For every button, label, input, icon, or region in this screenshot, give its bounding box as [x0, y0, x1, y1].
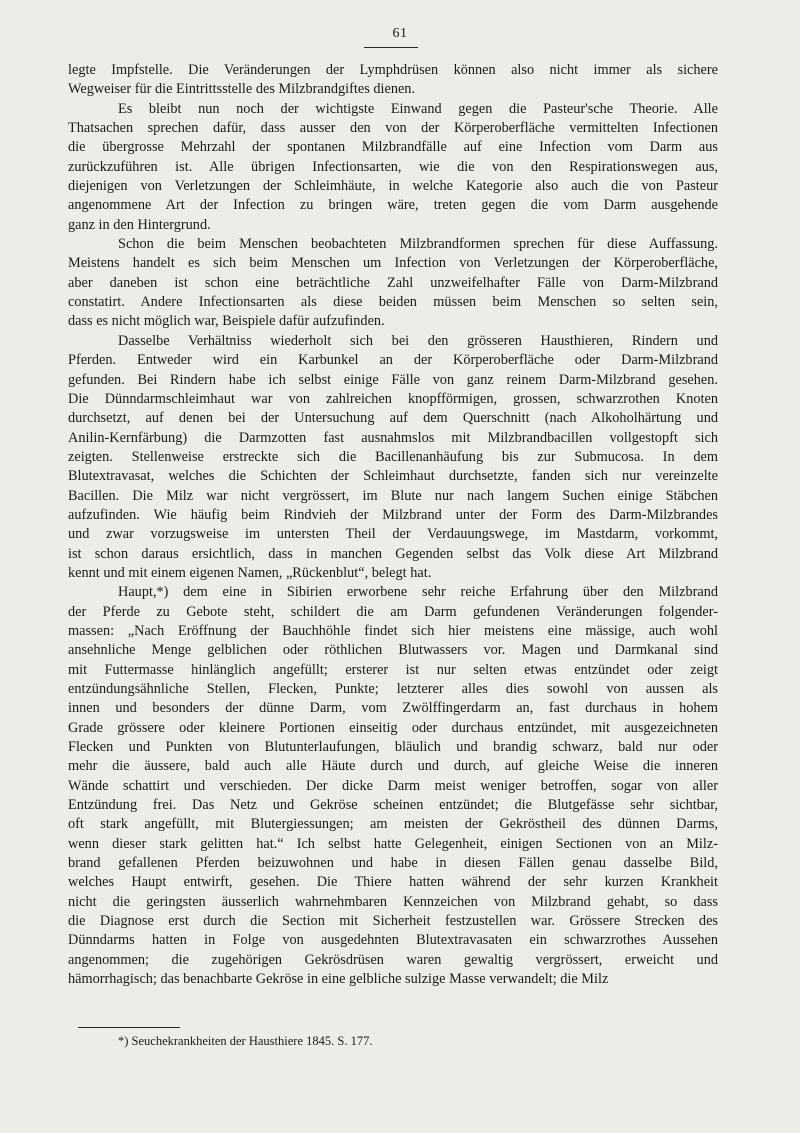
text-line: Wände schattirt und verschieden. Der dicke Darm meist weniger betroffen, sogar von aller: [68, 777, 718, 794]
text-line: wenn dieser stark gelitten hat.“ Ich selbst hatte Gelegenheit, einigen Sectionen von an Milz-: [68, 835, 718, 852]
text-line: hämorrhagisch; das benachbarte Gekröse in eine gelbliche sulzige Masse verwandelt; die Milz: [68, 971, 609, 988]
paragraph: [68, 583, 718, 989]
text-line: Pferden. Entweder wird ein Karbunkel an der Körperoberfläche oder Darm-Milzbrand: [68, 352, 718, 369]
text-line: Haupt,*) dem eine in Sibirien erworbene sehr reiche Erfahrung über den Milzbrand: [118, 584, 718, 601]
text-line: nicht die geringsten äusserlich wahrnehmbaren Kennzeichen von Milzbrand gehabt, so dass: [68, 893, 718, 910]
text-line: Grade grössere oder kleinere Portionen einseitig oder durchaus entzündet, mit ausgezeichneten: [68, 719, 718, 736]
text-line: Anilin-Kernfärbung) die Darmzotten fast ausnahmslos mit Milzbrandbacillen vollgestopft sich: [68, 429, 718, 446]
footnote: *) Seuchekrankheiten der Hausthiere 1845. S. 177.: [118, 1034, 373, 1048]
text-line: massen: „Nach Eröffnung der Bauchhöhle findet sich hier meistens eine mässige, auch wohl: [68, 622, 718, 639]
text-line: Dünndarms hatten in Folge von ausgedehnten Blutextravasaten ein schwarzrothes Aussehen: [68, 932, 718, 949]
text-line: mit Futtermasse hinlänglich angefüllt; ersterer ist nur selten etwas entzündet oder zeigt: [68, 661, 718, 678]
text-line: oft stark angefüllt, mit Blutergiessungen; am meisten der Gekröstheil des dünnen Darms,: [68, 816, 718, 833]
text-line: aufzufinden. Wie häufig beim Rindvieh der Milzbrand unter der Form des Darm-Milzbrandes: [68, 506, 718, 523]
text-line: angenommen; die zugehörigen Gekrösdrüsen waren gewaltig vergrössert, erweicht und: [68, 951, 718, 968]
text-line: zeigten. Stellenweise erstreckte sich die Bacillenanhäufung bis zur Submucosa. In dem: [68, 448, 718, 465]
text-line: kennt und mit einem eigenen Namen, „Rückenblut“, belegt hat.: [68, 564, 432, 581]
text-line: aber daneben ist schon eine beträchtliche Zahl unzweifelhafter Fälle von Darm-Milzbrand: [68, 274, 718, 291]
header-rule: [364, 47, 418, 48]
text-line: diejenigen von Verletzungen der Schleimhäute, in welche Kategorie also auch die von Pasteur: [68, 178, 718, 195]
text-line: gefunden. Bei Rindern habe ich selbst einige Fälle von ganz reinem Darm-Milzbrand gesehen.: [68, 371, 718, 388]
text-line: zurückzuführen ist. Alle übrigen Infectionsarten, wie die von den Respirationswegen aus,: [68, 158, 718, 175]
text-line: die übergrosse Mehrzahl der spontanen Milzbrandfälle auf eine Infection vom Darm aus: [68, 139, 718, 156]
text-line: Blutextravasat, welches die Schichten der Schleimhaut durchsetzte, fanden sich nur vereinzelte: [68, 468, 718, 485]
text-line: Die Dünndarmschleimhaut war von zahlreichen knopfförmigen, grossen, schwarzrothen Knoten: [68, 390, 718, 407]
paragraph: [68, 61, 718, 100]
body-text: [68, 61, 718, 990]
text-line: Entzündung frei. Das Netz und Gekröse scheinen entzündet; die Blutgefässe sehr sichtbar,: [68, 797, 718, 814]
text-line: Bacillen. Die Milz war nicht vergrössert, im Blute nur nach langem Suchen einige Stäbchen: [68, 487, 718, 504]
text-line: und zwar vorzugsweise im untersten Theil der Verdauungswege, im Mastdarm, vorkommt,: [68, 526, 718, 543]
text-line: welches Haupt entwirft, gesehen. Die Thiere hatten während der sehr kurzen Krankheit: [68, 874, 718, 891]
text-line: Thatsachen sprechen dafür, dass ausser den von der Körperoberfläche vermittelten Infectionen: [68, 120, 718, 137]
text-line: dass es nicht möglich war, Beispiele dafür aufzufinden.: [68, 313, 385, 330]
text-line: ansehnliche Menge gelblichen oder röthlichen Blutwassers vor. Magen und Darmkanal sind: [68, 642, 718, 659]
text-line: der Pferde zu Gebote steht, schildert die am Darm gefundenen Veränderungen folgender-: [68, 603, 718, 620]
text-line: die Diagnose erst durch die Section mit Sicherheit festzustellen war. Grössere Strecken des: [68, 913, 718, 930]
text-line: Wegweiser für die Eintrittsstelle des Milzbrandgiftes dienen.: [68, 81, 416, 98]
paragraph: [68, 235, 718, 332]
text-line: legte Impfstelle. Die Veränderungen der Lymphdrüsen können also nicht immer als sichere: [68, 62, 718, 78]
text-line: durchsetzt, auf denen bei der Untersuchung auf dem Querschnitt (nach Alkoholhärtung und: [68, 410, 718, 427]
text-line: Es bleibt nun noch der wichtigste Einwand gegen die Pasteur'sche Theorie. Alle: [118, 100, 718, 117]
text-line: mehr die äussere, bald auch alle Häute durch und durch, auf gleiche Weise die inneren: [68, 758, 718, 775]
text-line: Flecken und Punkten von Blutunterlaufungen, bläulich und brandig schwarz, bald nur oder: [68, 739, 718, 756]
text-line: brand gefallenen Pferden beizuwohnen und habe in diesen Fällen genau dasselbe Bild,: [68, 855, 718, 872]
text-line: Dasselbe Verhältniss wiederholt sich bei den grösseren Hausthieren, Rindern und: [118, 332, 718, 349]
text-line: ganz in den Hintergrund.: [68, 216, 211, 233]
text-line: Schon die beim Menschen beobachteten Milzbrandformen sprechen für diese Auffassung.: [118, 236, 718, 253]
text-line: innen und besonders der dünne Darm, vom Zwölffingerdarm an, fast durchaus in hohem: [68, 700, 718, 717]
footnote-rule: [78, 1027, 180, 1028]
text-line: Meistens handelt es sich beim Menschen um Infection von Verletzungen der Körperoberfläche,: [68, 255, 718, 272]
text-line: ist schon daraus ersichtlich, dass in manchen Gegenden selbst das Volk diese Art Milzbrand: [68, 545, 718, 562]
text-line: angenommene Art der Infection zu bringen wäre, treten gegen die vom Darm ausgehende: [68, 197, 718, 214]
text-line: constatirt. Andere Infectionsarten als diese beiden müssen beim Menschen so selten sein,: [68, 294, 718, 311]
paragraph: [68, 100, 718, 235]
paragraph: [68, 332, 718, 583]
page-number: 61: [392, 26, 408, 41]
text-line: entzündungsähnliche Stellen, Flecken, Punkte; letzterer alles dies sowohl von aussen als: [68, 681, 718, 697]
